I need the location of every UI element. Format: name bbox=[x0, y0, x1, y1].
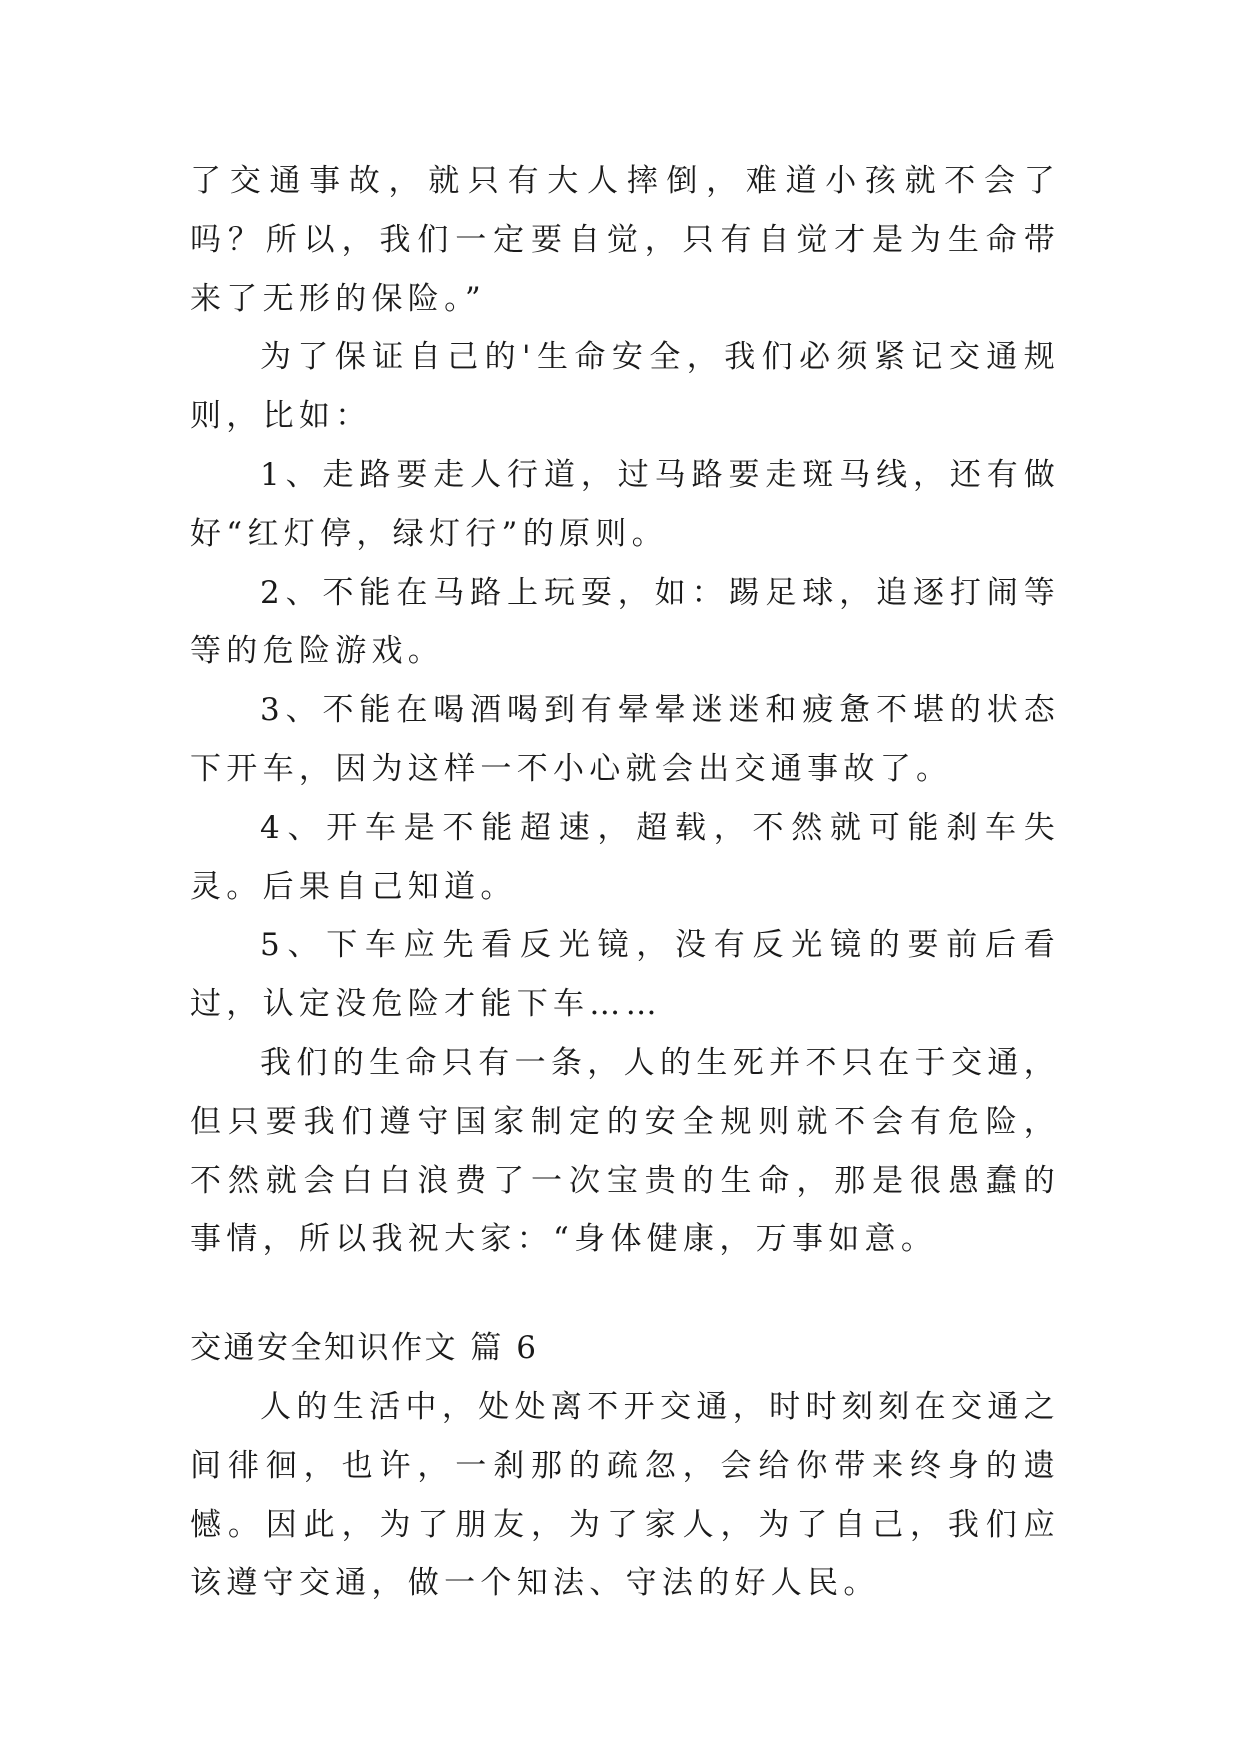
paragraph-rule-3: 3、不能在喝酒喝到有晕晕迷迷和疲惫不堪的状态下开车，因为这样一不小心就会出交通事故了。 bbox=[190, 692, 1060, 787]
paragraph-conclusion: 我们的生命只有一条，人的生死并不只在于交通，但只要我们遵守国家制定的安全规则就不会有危险，不然就会白白浪费了一次宝贵的生命，那是很愚蠢的事情，所以我祝大家：“身体健康，万事如意。 bbox=[190, 1044, 1060, 1258]
paragraph-rule-2: 2、不能在马路上玩耍，如：踢足球，追逐打闹等等的危险游戏。 bbox=[190, 574, 1060, 670]
paragraph-rules-intro: 为了保证自己的'生命安全，我们必须紧记交通规则，比如： bbox=[190, 339, 1060, 435]
document-body bbox=[190, 152, 1060, 1613]
paragraph-essay6-intro: 人的生活中，处处离不开交通，时时刻刻在交通之间徘徊，也许，一刹那的疏忽，会给你带来终身的遗憾。因此，为了朋友，为了家人，为了自己，我们应该遵守交通，做一个知法、守法的好人民。 bbox=[190, 1388, 1060, 1602]
paragraph-rule-5: 5、下车应先看反光镜，没有反光镜的要前后看过，认定没危险才能下车…… bbox=[190, 927, 1060, 1023]
paragraph-rule-1: 1、走路要走人行道，过马路要走斑马线，还有做好“红灯停，绿灯行”的原则。 bbox=[190, 456, 1060, 552]
section-heading: 交通安全知识作文 篇 6 bbox=[190, 1330, 539, 1367]
paragraph-rule-4: 4、开车是不能超速，超载，不然就可能刹车失灵。后果自己知道。 bbox=[190, 809, 1060, 905]
paragraph-continuation: 了交通事故，就只有大人摔倒，难道小孩就不会了吗？所以，我们一定要自觉，只有自觉才是为生命带来了无形的保险。” bbox=[190, 163, 1060, 317]
